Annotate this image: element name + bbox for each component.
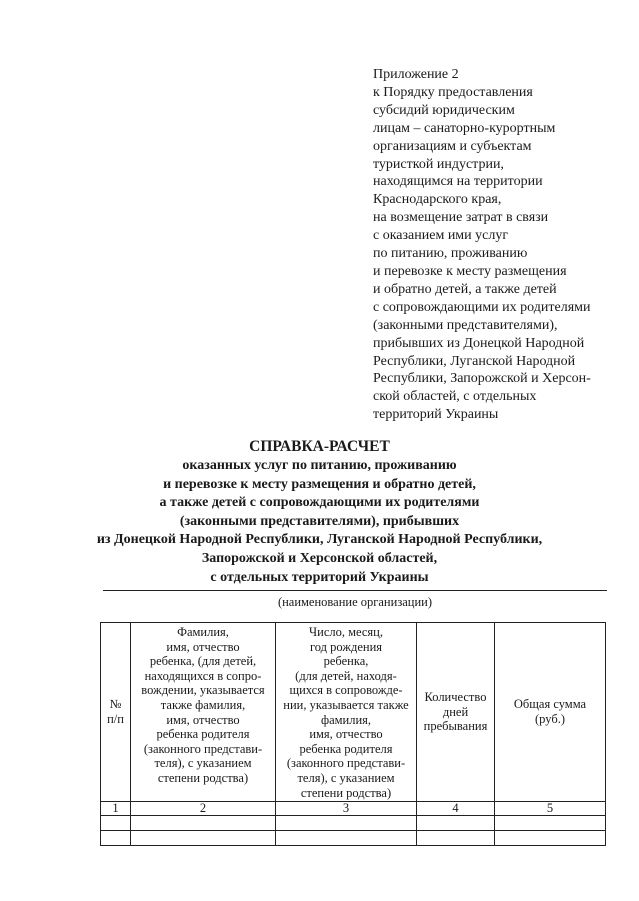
table-cell [417,816,495,831]
annex-line: прибывших из Донецкой Народной [373,335,585,351]
header-text-line: дней [442,704,469,719]
table-cell [101,816,131,831]
organization-name-line [103,590,607,591]
header-text-line: имя, отчество [309,727,383,742]
table-row [101,831,606,846]
header-cell-birth-date [276,623,417,802]
annex-line: к Порядку предоставления [373,84,533,100]
header-text-line: ребенка, (для детей, [149,654,257,669]
document-title: СПРАВКА-РАСЧЕТ [249,438,390,455]
header-cell-child-name [131,623,276,802]
header-text-line: степени родства) [157,770,249,785]
header-text-line: теля), с указанием [297,770,395,785]
annex-line: Краснодарского края, [373,192,502,208]
title-line: с отдельных территорий Украины [210,569,429,585]
column-number: 3 [276,802,417,816]
header-text-line: ребенка родителя [299,741,393,756]
title-line: а также детей с сопровождающими их родителями [159,495,480,511]
annex-block [373,66,631,424]
annex-line: территорий Украины [373,407,499,423]
annex-line: по питанию, проживанию [373,246,528,262]
table-row [101,816,606,831]
table-cell [495,831,606,846]
organization-caption: (наименование организации) [277,595,433,609]
title-line: и перевозке к месту размещения и обратно детей, [163,476,476,492]
annex-line: Приложение 2 [373,67,459,82]
column-number: 4 [417,802,495,816]
title-line: оказанных услуг по питанию, проживанию [182,458,457,473]
annex-line: с сопровождающими их родителями [373,299,591,315]
header-text-line: также фамилия, [160,697,246,712]
header-cell-total [495,623,606,802]
header-text-line: фамилия, [320,712,372,727]
table-cell [276,831,417,846]
header-text-line: (законного представи- [286,756,406,771]
header-text-line: пребывания [423,719,488,734]
header-cell-days [417,623,495,802]
table-cell [131,816,276,831]
calculation-table [100,622,606,846]
column-number: 1 [101,802,131,816]
annex-line: на возмещение затрат в связи [373,210,549,226]
annex-line: Республики, Запорожской и Херсон- [373,371,591,387]
annex-line: находящимся на территории [373,174,543,190]
header-text-line: нии, указывается также [283,697,409,712]
column-number: 5 [495,802,606,816]
annex-line: ской областей, с отдельных [373,389,537,405]
header-text-line: (законного представи- [143,741,263,756]
header-text-line: Фамилия, [177,625,229,639]
header-text-line: находящихся в сопро- [144,668,262,683]
header-text-line: имя, отчество [166,639,240,654]
annex-line: туристкой индустрии, [373,156,504,172]
table-cell [276,816,417,831]
column-number-row [101,802,606,816]
annex-line: лицам – санаторно-курортным [373,120,556,136]
table-header-row [101,623,606,802]
header-text-line: год рождения [309,639,383,654]
annex-line: организациям и субъектам [373,138,532,154]
annex-line: Республики, Луганской Народной [373,353,576,369]
header-text-line: Общая сумма [513,697,587,712]
annex-line: (законными представителями), [373,317,558,333]
header-text-line: Количество [424,690,487,705]
header-text-line: щихся в сопровожде- [289,683,403,698]
header-text-line: (руб.) [535,712,565,726]
header-text-line: имя, отчество [166,712,240,727]
annex-line: субсидий юридическим [373,102,515,118]
title-line: (законными представителями), прибывших [179,513,460,529]
header-text-line: степени родства) [300,785,392,800]
header-text-line: (для детей, находя- [295,668,397,683]
header-text-line: Число, месяц, [309,625,383,639]
table-cell [417,831,495,846]
table-cell [495,816,606,831]
header-text-line: ребенка родителя [156,727,250,742]
header-text-line: теля), с указанием [154,756,252,771]
table-cell [131,831,276,846]
annex-line: с оказанием ими услуг [373,228,509,244]
header-cell-number [101,623,131,802]
header-text-line: № [109,697,122,712]
title-line: из Донецкой Народной Республики, Луганской Народной Республики, [96,532,543,548]
column-number: 2 [131,802,276,816]
header-text-line: ребенка, [323,654,369,669]
header-text-line: вождении, указывается [141,683,265,698]
title-line: Запорожской и Херсонской областей, [201,550,438,566]
table-cell [101,831,131,846]
document-title-block [0,437,639,587]
annex-line: и перевозке к месту размещения [373,263,567,279]
annex-line: и обратно детей, а также детей [373,281,557,297]
header-text-line: п/п [107,712,124,726]
